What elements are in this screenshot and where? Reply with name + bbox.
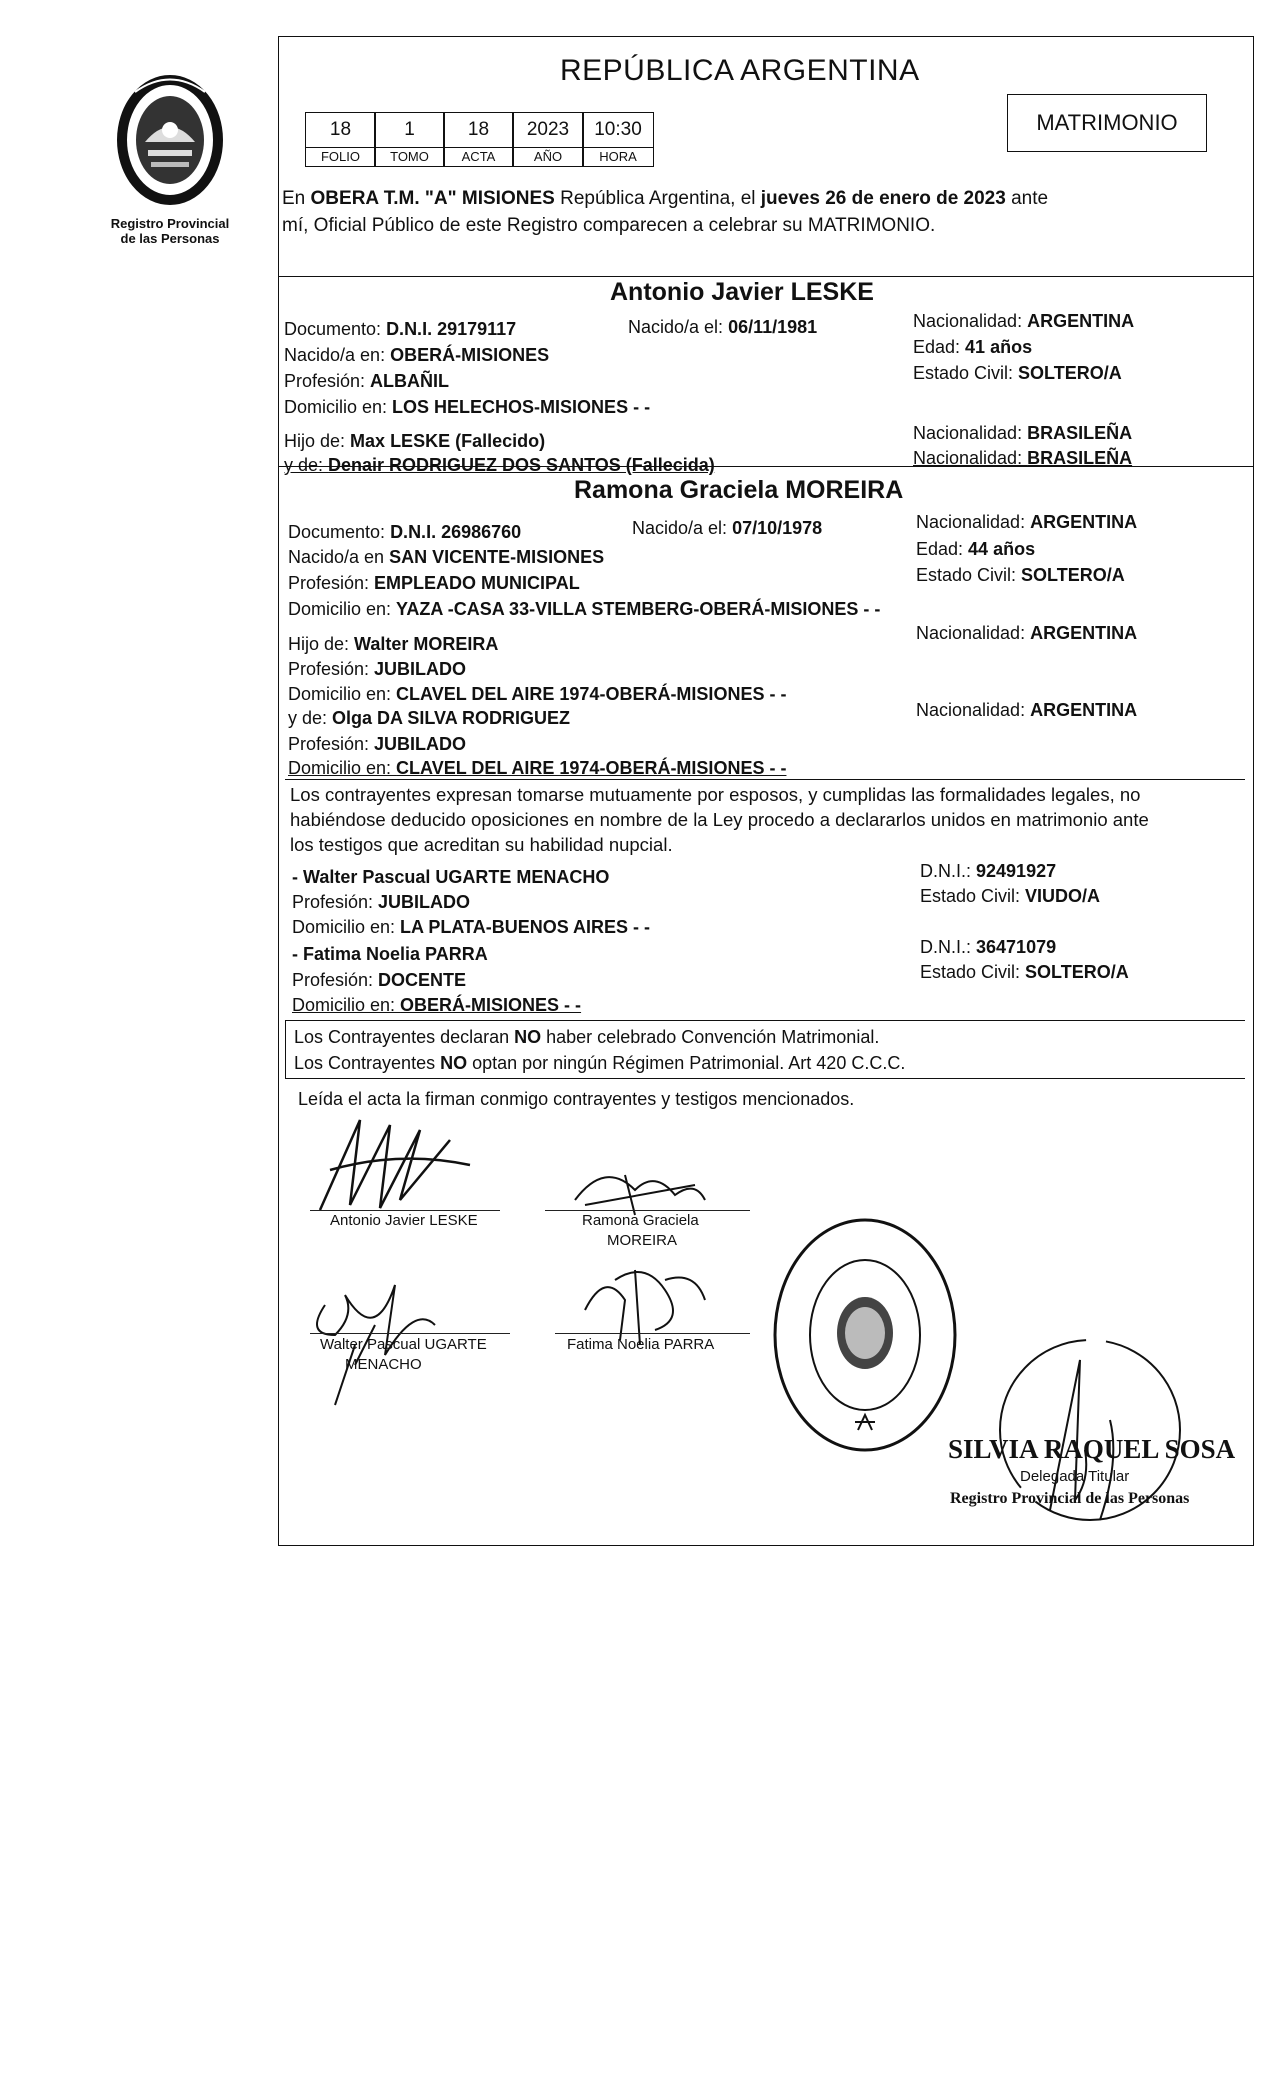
acta-label: ACTA xyxy=(443,148,514,167)
bride-signature-icon xyxy=(565,1160,715,1220)
witness2-civil-value: SOLTERO/A xyxy=(1025,962,1129,982)
regime-line1 xyxy=(294,1026,879,1048)
bride-father-label: Hijo de: xyxy=(288,634,355,654)
regime1-a: Los Contrayentes declaran xyxy=(294,1027,515,1047)
separator-regime-top xyxy=(285,1020,1245,1021)
groom-father xyxy=(284,430,545,452)
intro-end: ante xyxy=(1005,188,1049,209)
bride-father-prof-label: Profesión: xyxy=(288,659,375,679)
bride-prof-label: Profesión: xyxy=(288,573,375,593)
groom-mother-nat-value: BRASILEÑA xyxy=(1027,448,1133,468)
groom-address xyxy=(284,396,650,418)
bride-father-addr-label: Domicilio en: xyxy=(288,684,397,704)
regime2-c: optan por ningún Régimen Patrimonial. Art 420 C.C.C. xyxy=(467,1053,906,1073)
witness2-civil-label: Estado Civil: xyxy=(920,962,1026,982)
witness2-civil xyxy=(920,961,1129,983)
bride-mother-nat-value: ARGENTINA xyxy=(1030,700,1138,720)
witness1-prof-label: Profesión: xyxy=(292,892,379,912)
bride-born-label: Nacido/a el: xyxy=(632,518,733,538)
bride-civil-status xyxy=(916,564,1125,586)
officer-title: Delegada Titular xyxy=(1020,1468,1130,1485)
witness1-addr-value: LA PLATA-BUENOS AIRES - - xyxy=(400,917,651,937)
witness2-signature-line xyxy=(555,1333,750,1334)
bride-father-prof-value: JUBILADO xyxy=(374,659,467,679)
intro-mid: República Argentina, el xyxy=(554,188,761,209)
groom-civil-status xyxy=(913,362,1122,384)
bride-born xyxy=(632,517,822,539)
groom-father-nationality xyxy=(913,422,1132,444)
witness1-dni xyxy=(920,860,1056,882)
province-coat-of-arms-icon xyxy=(115,72,225,207)
witness2-dni-label: D.N.I.: xyxy=(920,937,977,957)
groom-mother xyxy=(284,454,715,476)
groom-age xyxy=(913,336,1032,358)
bride-name: Ramona Graciela MOREIRA xyxy=(574,476,904,504)
bride-age xyxy=(916,538,1035,560)
emblem-caption-line1: Registro Provincial xyxy=(110,216,230,231)
bride-mother-address xyxy=(288,757,786,779)
tomo-value: 1 xyxy=(374,112,445,148)
bride-doc-label: Documento: xyxy=(288,522,391,542)
bride-nationality xyxy=(916,511,1137,533)
groom-born xyxy=(628,316,817,338)
bride-father-addr-value: CLAVEL DEL AIRE 1974-OBERÁ-MISIONES - - xyxy=(396,684,787,704)
acta-value: 18 xyxy=(443,112,514,148)
bride-mother-prof-label: Profesión: xyxy=(288,734,375,754)
official-seal-icon xyxy=(770,1215,960,1455)
groom-doc-value: D.N.I. 29179117 xyxy=(386,319,517,339)
bride-mother-nat-label: Nacionalidad: xyxy=(916,700,1031,720)
folio-value: 18 xyxy=(305,112,376,148)
regime1-c: haber celebrado Convención Matrimonial. xyxy=(541,1027,880,1047)
bride-addr-value: YAZA -CASA 33-VILLA STEMBERG-OBERÁ-MISIONES - - xyxy=(396,599,881,619)
bride-mother-label: y de: xyxy=(288,708,333,728)
witness2-dni xyxy=(920,936,1056,958)
regime-left-border xyxy=(285,1020,286,1078)
bride-mother-addr-label: Domicilio en: xyxy=(288,758,397,778)
groom-father-value: Max LESKE (Fallecido) xyxy=(350,431,546,451)
bride-birthplace-label: Nacido/a en xyxy=(288,547,390,567)
witness1-signature-name2: MENACHO xyxy=(345,1356,422,1373)
groom-signature-icon xyxy=(300,1110,500,1220)
witness2-profession xyxy=(292,969,466,991)
declaration-line2: habiéndose deducido oposiciones en nombre de la Ley procedo a declararlos unidos en matrimonio ante xyxy=(290,809,1149,830)
bride-civil-label: Estado Civil: xyxy=(916,565,1022,585)
groom-nat-label: Nacionalidad: xyxy=(913,311,1028,331)
intro-date: jueves 26 de enero de 2023 xyxy=(760,188,1006,209)
officer-name: SILVIA RAQUEL SOSA xyxy=(948,1434,1236,1464)
groom-birthplace-value: OBERÁ-MISIONES xyxy=(390,345,550,365)
intro-prefix: En xyxy=(282,188,311,209)
groom-mother-value: Denair RODRIGUEZ DOS SANTOS (Fallecida) xyxy=(328,455,715,475)
regime1-b: NO xyxy=(514,1027,542,1047)
groom-doc-label: Documento: xyxy=(284,319,387,339)
groom-nat-value: ARGENTINA xyxy=(1027,311,1135,331)
witness1-civil-value: VIUDO/A xyxy=(1025,886,1101,906)
officer-office: Registro Provincial de las Personas xyxy=(950,1490,1190,1507)
bride-father xyxy=(288,633,498,655)
bride-father-value: Walter MOREIRA xyxy=(354,634,499,654)
province-emblem xyxy=(100,72,240,262)
regime2-b: NO xyxy=(440,1053,468,1073)
bride-birthplace-value: SAN VICENTE-MISIONES xyxy=(389,547,605,567)
witness1-civil-label: Estado Civil: xyxy=(920,886,1026,906)
groom-civil-label: Estado Civil: xyxy=(913,363,1019,383)
bride-signature-line xyxy=(545,1210,750,1211)
groom-addr-value: LOS HELECHOS-MISIONES - - xyxy=(392,397,651,417)
groom-father-nat-label: Nacionalidad: xyxy=(913,423,1028,443)
closing-text: Leída el acta la firman conmigo contrayentes y testigos mencionados. xyxy=(298,1089,855,1109)
bride-birthplace xyxy=(288,546,604,568)
witness1-dni-label: D.N.I.: xyxy=(920,861,977,881)
groom-nationality xyxy=(913,310,1134,332)
separator-groom-top xyxy=(278,276,1254,277)
groom-age-label: Edad: xyxy=(913,337,966,357)
groom-document xyxy=(284,318,516,340)
witness2-addr-label: Domicilio en: xyxy=(292,995,401,1015)
separator-declaration-top xyxy=(285,779,1245,780)
bride-father-nationality xyxy=(916,622,1137,644)
folio-label: FOLIO xyxy=(305,148,376,167)
witness1-profession xyxy=(292,891,470,913)
bride-nat-label: Nacionalidad: xyxy=(916,512,1031,532)
bride-mother-prof-value: JUBILADO xyxy=(374,734,467,754)
groom-prof-value: ALBAÑIL xyxy=(370,371,450,391)
groom-prof-label: Profesión: xyxy=(284,371,371,391)
witness1-prof-value: JUBILADO xyxy=(378,892,471,912)
emblem-caption-line2: de las Personas xyxy=(120,231,220,246)
separator-closing-top xyxy=(285,1078,1245,1079)
page-title: REPÚBLICA ARGENTINA xyxy=(560,54,920,87)
witness2-prof-value: DOCENTE xyxy=(378,970,467,990)
witness2-prof-label: Profesión: xyxy=(292,970,379,990)
bride-addr-label: Domicilio en: xyxy=(288,599,397,619)
bride-civil-value: SOLTERO/A xyxy=(1021,565,1125,585)
bride-doc-value: D.N.I. 26986760 xyxy=(390,522,522,542)
groom-born-label: Nacido/a el: xyxy=(628,317,729,337)
groom-addr-label: Domicilio en: xyxy=(284,397,393,417)
witness2-addr-value: OBERÁ-MISIONES - - xyxy=(400,995,582,1015)
act-type-box: MATRIMONIO xyxy=(1007,94,1207,152)
bride-age-value: 44 años xyxy=(968,539,1036,559)
bride-mother-profession xyxy=(288,733,466,755)
groom-birthplace-label: Nacido/a en: xyxy=(284,345,391,365)
bride-father-nat-value: ARGENTINA xyxy=(1030,623,1138,643)
witness2-name: - Fatima Noelia PARRA xyxy=(292,944,488,964)
groom-mother-label: y de: xyxy=(284,455,329,475)
bride-age-label: Edad: xyxy=(916,539,969,559)
anio-label: AÑO xyxy=(512,148,584,167)
groom-father-nat-value: BRASILEÑA xyxy=(1027,423,1133,443)
anio-value: 2023 xyxy=(512,112,584,148)
declaration-line3: los testigos que acreditan su habilidad nupcial. xyxy=(290,834,673,855)
groom-birthplace xyxy=(284,344,549,366)
witness2-address xyxy=(292,994,581,1016)
witness2-signature-icon xyxy=(565,1250,725,1350)
bride-born-value: 07/10/1978 xyxy=(732,518,823,538)
groom-signature-name: Antonio Javier LESKE xyxy=(330,1212,478,1229)
bride-mother xyxy=(288,707,570,729)
groom-father-label: Hijo de: xyxy=(284,431,351,451)
bride-father-profession xyxy=(288,658,466,680)
bride-mother-addr-value: CLAVEL DEL AIRE 1974-OBERÁ-MISIONES - - xyxy=(396,758,787,778)
witness1-signature-name1: Walter Pascual UGARTE xyxy=(320,1336,487,1353)
witness1-addr-label: Domicilio en: xyxy=(292,917,401,937)
bride-mother-value: Olga DA SILVA RODRIGUEZ xyxy=(332,708,571,728)
intro-line1 xyxy=(282,187,1048,211)
hora-value: 10:30 xyxy=(582,112,654,148)
groom-mother-nationality xyxy=(913,447,1132,469)
bride-signature-name1: Ramona Graciela xyxy=(582,1212,699,1229)
bride-nat-value: ARGENTINA xyxy=(1030,512,1138,532)
bride-document xyxy=(288,521,521,543)
regime2-a: Los Contrayentes xyxy=(294,1053,441,1073)
tomo-label: TOMO xyxy=(374,148,445,167)
groom-signature-line xyxy=(310,1210,500,1211)
witness1-name: - Walter Pascual UGARTE MENACHO xyxy=(292,867,610,887)
witness2-dni-value: 36471079 xyxy=(976,937,1057,957)
groom-profession xyxy=(284,370,449,392)
witness1-civil xyxy=(920,885,1100,907)
groom-age-value: 41 años xyxy=(965,337,1033,357)
hora-label: HORA xyxy=(582,148,654,167)
declaration-line1: Los contrayentes expresan tomarse mutuamente por esposos, y cumplidas las formalidades legales, no xyxy=(290,784,1141,805)
witness1-address xyxy=(292,916,650,938)
bride-profession xyxy=(288,572,580,594)
bride-address xyxy=(288,598,880,620)
groom-name: Antonio Javier LESKE xyxy=(610,278,874,306)
witness2-signature-name: Fatima Noelia PARRA xyxy=(567,1336,715,1353)
groom-mother-nat-label: Nacionalidad: xyxy=(913,448,1028,468)
bride-father-address xyxy=(288,683,786,705)
witness1-dni-value: 92491927 xyxy=(976,861,1057,881)
witness1-signature-line xyxy=(310,1333,510,1334)
intro-line2: mí, Oficial Público de este Registro comparecen a celebrar su MATRIMONIO. xyxy=(282,215,936,236)
groom-civil-value: SOLTERO/A xyxy=(1018,363,1122,383)
bride-father-nat-label: Nacionalidad: xyxy=(916,623,1031,643)
bride-prof-value: EMPLEADO MUNICIPAL xyxy=(374,573,580,593)
groom-born-value: 06/11/1981 xyxy=(728,317,818,337)
intro-place: OBERA T.M. "A" MISIONES xyxy=(310,188,555,209)
bride-mother-nationality xyxy=(916,699,1137,721)
regime-line2 xyxy=(294,1052,905,1074)
bride-signature-name2: MOREIRA xyxy=(607,1232,678,1249)
